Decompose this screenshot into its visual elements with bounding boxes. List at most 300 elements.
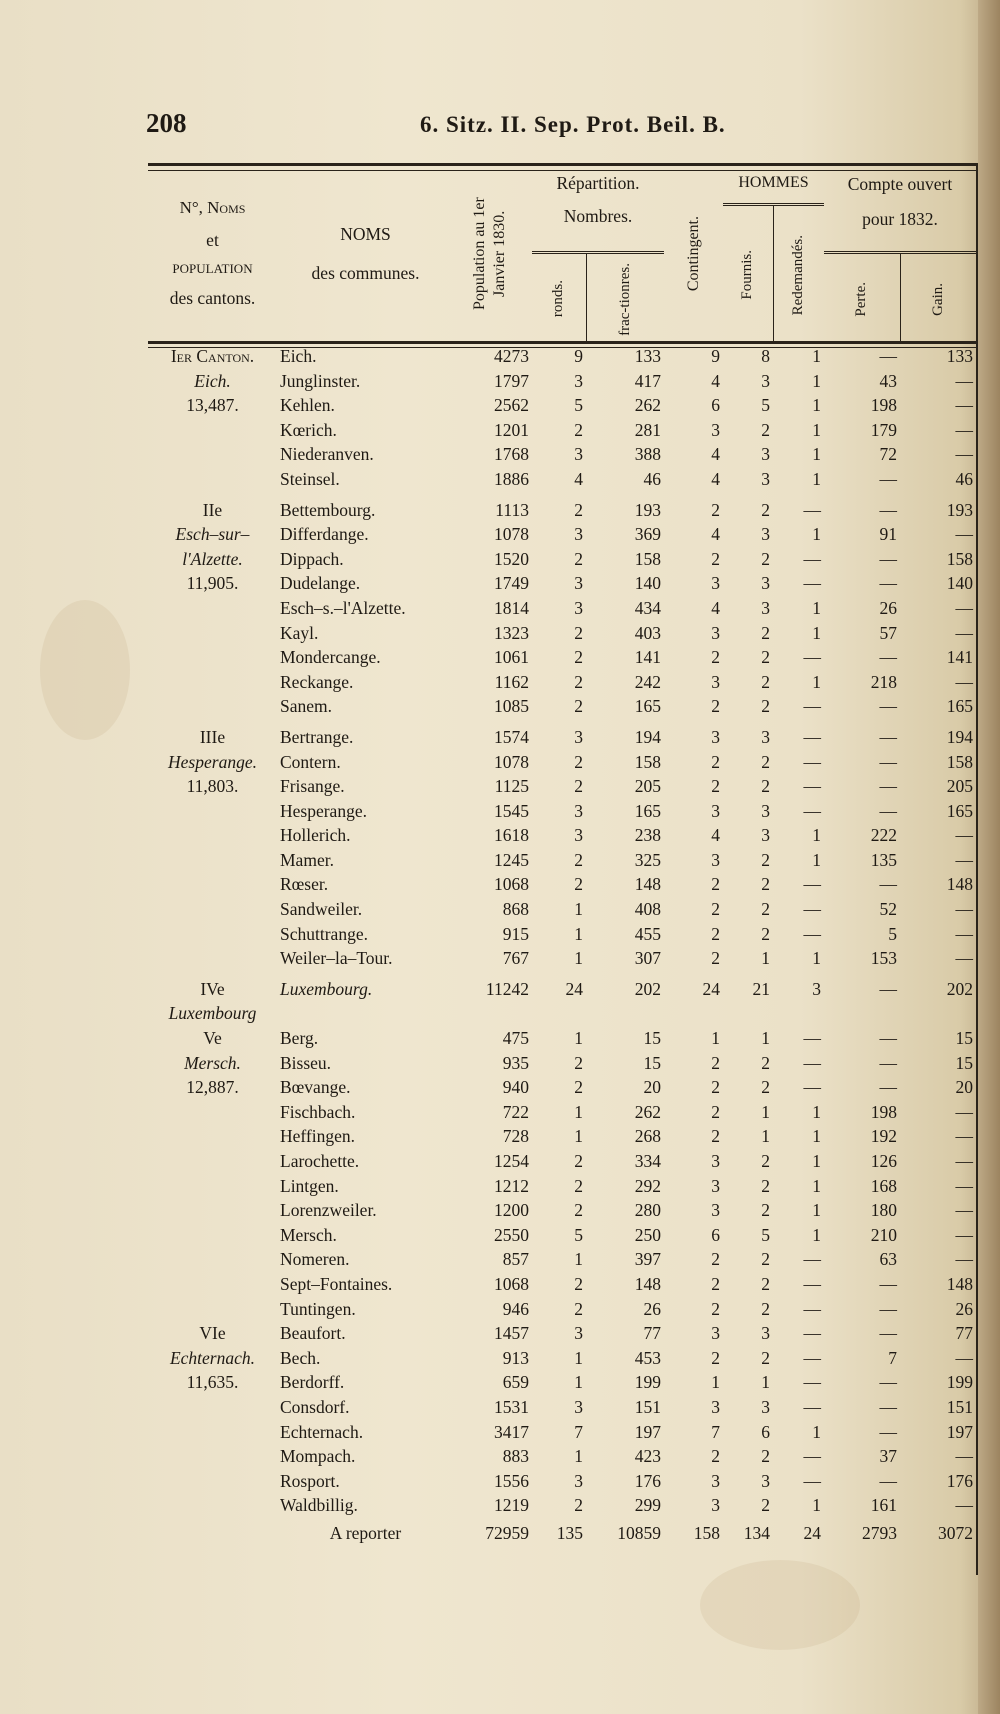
redemandes-cell: —: [803, 1249, 821, 1270]
redemandes-cell: 1: [812, 825, 821, 846]
fractions-cell: 262: [634, 1101, 661, 1122]
contingent-cell: 4: [711, 524, 720, 545]
gain-cell: 197: [946, 1421, 973, 1442]
ronds-cell: 3: [574, 444, 583, 465]
header-fractions: frac-tionres.: [616, 262, 633, 336]
canton-cell: [148, 1420, 277, 1445]
redemandes-cell: —: [803, 874, 821, 895]
perte-cell: —: [879, 1077, 897, 1098]
fractions-cell: 262: [634, 395, 661, 416]
fractions-cell: 202: [634, 978, 661, 999]
population-cell: 1219: [494, 1495, 529, 1516]
ronds-cell: 2: [574, 776, 583, 797]
commune-cell: Bettembourg.: [280, 499, 376, 520]
fractions-cell: 403: [634, 622, 661, 643]
canton-cell: IIe: [202, 499, 223, 520]
population-cell: 11242: [485, 978, 529, 999]
page-edge-shadow: [978, 0, 1000, 1714]
fournis-cell: 3: [761, 573, 770, 594]
gain-cell: —: [955, 923, 973, 944]
canton-cell: [148, 872, 277, 897]
ronds-cell: 2: [574, 849, 583, 870]
gain-cell: 20: [955, 1077, 973, 1098]
contingent-cell: 2: [711, 1101, 720, 1122]
fractions-cell: 26: [643, 1298, 661, 1319]
commune-cell: Reckange.: [280, 671, 354, 692]
canton-cell: Luxembourg: [168, 1003, 257, 1024]
fractions-cell: 46: [643, 468, 661, 489]
population-cell: 3417: [494, 1421, 529, 1442]
population-cell: 1520: [494, 548, 529, 569]
redemandes-cell: 1: [812, 622, 821, 643]
totals-label: A reporter: [329, 1522, 402, 1543]
redemandes-cell: —: [803, 923, 821, 944]
population-cell: 1323: [494, 622, 529, 643]
population-cell: 1886: [494, 468, 529, 489]
fournis-cell: 2: [761, 1052, 770, 1073]
population-cell: 1457: [494, 1323, 529, 1344]
commune-cell: Weiler–la–Tour.: [280, 948, 393, 969]
ronds-cell: 2: [574, 419, 583, 440]
table-row: [148, 694, 976, 719]
header-compte: Compte ouvert pour 1832. Perte. Gain.: [824, 163, 976, 344]
perte-cell: —: [879, 548, 897, 569]
fractions-cell: 151: [634, 1396, 661, 1417]
population-cell: 2550: [494, 1224, 529, 1245]
redemandes-cell: —: [803, 776, 821, 797]
population-cell: 946: [502, 1298, 529, 1319]
redemandes-cell: —: [803, 696, 821, 717]
population-cell: 883: [502, 1446, 529, 1467]
contingent-cell: 2: [711, 548, 720, 569]
population-cell: 1768: [494, 444, 529, 465]
redemandes-cell: 1: [812, 1421, 821, 1442]
fractions-cell: 388: [634, 444, 661, 465]
population-cell: 1254: [494, 1151, 529, 1171]
fournis-cell: 5: [761, 395, 770, 416]
table-row: [148, 1100, 976, 1125]
commune-cell: Sanem.: [280, 696, 333, 717]
perte-cell: 37: [879, 1446, 897, 1467]
table-row: [148, 897, 976, 922]
perte-cell: 7: [888, 1347, 897, 1368]
gain-cell: 193: [946, 499, 973, 520]
table-row: [148, 1469, 976, 1494]
contingent-cell: 2: [711, 499, 720, 520]
perte-cell: —: [879, 573, 897, 594]
fractions-cell: 77: [643, 1323, 661, 1344]
ronds-cell: 2: [574, 1298, 583, 1319]
fractions-cell: 299: [634, 1495, 661, 1516]
table-row: [148, 522, 976, 547]
table-row: [148, 1026, 976, 1051]
contingent-cell: 24: [702, 978, 720, 999]
contingent-cell: 2: [711, 923, 720, 944]
commune-cell: Heffingen.: [280, 1126, 355, 1147]
perte-cell: —: [879, 499, 897, 520]
fractions-cell: 15: [643, 1052, 661, 1073]
commune-cell: Mondercange.: [280, 647, 381, 668]
redemandes-cell: 1: [812, 346, 821, 366]
gain-cell: —: [955, 1101, 973, 1122]
canton-cell: [148, 467, 277, 492]
population-cell: 1556: [494, 1470, 529, 1491]
fractions-cell: 158: [634, 751, 661, 772]
ronds-cell: 3: [574, 1470, 583, 1491]
perte-cell: —: [879, 647, 897, 668]
redemandes-cell: —: [803, 751, 821, 772]
fournis-cell: 3: [761, 524, 770, 545]
population-cell: 1749: [494, 573, 529, 594]
perte-cell: 43: [879, 370, 897, 391]
population-cell: 1201: [494, 419, 529, 440]
contingent-cell: [664, 1001, 723, 1026]
recruitment-table: [148, 163, 976, 1548]
perte-cell: —: [879, 1372, 897, 1393]
canton-cell: [148, 1297, 277, 1322]
fournis-cell: [723, 1001, 773, 1026]
population-cell: 1068: [494, 1273, 529, 1294]
table-row: [148, 393, 976, 418]
gain-cell: 15: [955, 1028, 973, 1049]
contingent-cell: 3: [711, 1175, 720, 1196]
canton-cell: [148, 1124, 277, 1149]
perte-cell: —: [879, 776, 897, 797]
redemandes-cell: —: [803, 1077, 821, 1098]
perte-cell: 57: [879, 622, 897, 643]
population-cell: 1814: [494, 597, 529, 618]
ronds-cell: 2: [574, 1200, 583, 1221]
table-row: [148, 1174, 976, 1199]
ronds-cell: 5: [574, 1224, 583, 1245]
fractions-cell: 158: [634, 548, 661, 569]
fournis-cell: 2: [761, 499, 770, 520]
redemandes-cell: —: [803, 1273, 821, 1294]
header-perte: Perte.: [853, 281, 870, 317]
ronds-cell: 1: [574, 1372, 583, 1393]
fournis-cell: 2: [761, 548, 770, 569]
commune-cell: Consdorf.: [280, 1396, 350, 1417]
ronds-cell: 2: [574, 1175, 583, 1196]
canton-cell: Echternach.: [169, 1347, 256, 1368]
perte-cell: —: [879, 1298, 897, 1319]
population-cell: 1200: [494, 1200, 529, 1221]
table-row: [148, 1051, 976, 1076]
contingent-cell: 3: [711, 573, 720, 594]
canton-cell: [148, 1469, 277, 1494]
fournis-cell: 2: [761, 647, 770, 668]
redemandes-cell: 1: [812, 1101, 821, 1122]
ronds-cell: 1: [574, 1446, 583, 1467]
ronds-cell: 4: [574, 468, 583, 489]
fractions-cell: 165: [634, 696, 661, 717]
ronds-cell: 2: [574, 1495, 583, 1516]
gain-cell: 176: [946, 1470, 973, 1491]
ronds-cell: 3: [574, 825, 583, 846]
redemandes-cell: —: [803, 548, 821, 569]
header-fournis: Fournis.: [739, 250, 756, 300]
ronds-cell: 3: [574, 370, 583, 391]
table-body: [148, 344, 976, 1518]
fournis-cell: 2: [761, 1446, 770, 1467]
totals-population: 72959: [485, 1522, 529, 1543]
ronds-cell: 7: [574, 1421, 583, 1442]
commune-cell: Schuttrange.: [280, 923, 368, 944]
gain-cell: —: [955, 1151, 973, 1171]
gain-cell: 165: [946, 696, 973, 717]
canton-cell: [148, 1272, 277, 1297]
totals-ronds: 135: [556, 1522, 583, 1543]
contingent-cell: 3: [711, 726, 720, 747]
redemandes-cell: 1: [812, 395, 821, 416]
commune-cell: Bech.: [280, 1347, 321, 1368]
redemandes-cell: —: [803, 1323, 821, 1344]
contingent-cell: 2: [711, 647, 720, 668]
gain-cell: —: [955, 1126, 973, 1147]
gain-cell: —: [955, 395, 973, 416]
ronds-cell: 1: [574, 1101, 583, 1122]
perte-cell: 91: [879, 524, 897, 545]
fournis-cell: 2: [761, 1249, 770, 1270]
commune-cell: Berg.: [280, 1028, 319, 1049]
commune-cell: Esch–s.–l'Alzette.: [280, 597, 406, 618]
canton-cell: [148, 922, 277, 947]
ronds-cell: 2: [574, 647, 583, 668]
contingent-cell: 3: [711, 671, 720, 692]
commune-cell: Bisseu.: [280, 1052, 332, 1073]
perte-cell: —: [879, 1028, 897, 1049]
fractions-cell: 165: [634, 800, 661, 821]
fractions-cell: 397: [634, 1249, 661, 1270]
perte-cell: —: [879, 874, 897, 895]
fractions-cell: 307: [634, 948, 661, 969]
ronds-cell: 1: [574, 1249, 583, 1270]
fractions-cell: 148: [634, 874, 661, 895]
header-contingent: Contingent.: [684, 215, 702, 292]
gain-cell: —: [955, 1446, 973, 1467]
canton-cell: [148, 670, 277, 695]
population-cell: 1531: [494, 1396, 529, 1417]
fournis-cell: 3: [761, 597, 770, 618]
table-row: [148, 645, 976, 670]
redemandes-cell: 1: [812, 370, 821, 391]
table-row: [148, 1001, 976, 1026]
ronds-cell: 2: [574, 499, 583, 520]
fournis-cell: 3: [761, 1470, 770, 1491]
contingent-cell: 3: [711, 1323, 720, 1344]
fractions-cell: 417: [634, 370, 661, 391]
redemandes-cell: —: [803, 1298, 821, 1319]
canton-cell: [148, 1174, 277, 1199]
ronds-cell: 1: [574, 1028, 583, 1049]
ronds-cell: 2: [574, 671, 583, 692]
commune-cell: Tuntingen.: [280, 1298, 356, 1319]
table-row: [148, 971, 976, 1002]
redemandes-cell: —: [803, 1052, 821, 1073]
gain-cell: 199: [946, 1372, 973, 1393]
commune-cell: Larochette.: [280, 1151, 360, 1171]
commune-cell: Steinsel.: [280, 468, 340, 489]
commune-cell: Kayl.: [280, 622, 319, 643]
table-row: [148, 547, 976, 572]
table-row: [148, 1346, 976, 1371]
ronds-cell: 1: [574, 899, 583, 920]
canton-cell: Eich.: [194, 370, 231, 391]
redemandes-cell: 1: [812, 1126, 821, 1147]
fractions-cell: 238: [634, 825, 661, 846]
redemandes-cell: 1: [812, 444, 821, 465]
gain-cell: 148: [946, 1273, 973, 1294]
fournis-cell: 2: [761, 696, 770, 717]
population-cell: 913: [502, 1347, 529, 1368]
header-population: Population au 1er Janvier 1830.: [471, 197, 508, 310]
header-communes: NOMS des communes.: [311, 224, 420, 283]
gain-cell: —: [955, 948, 973, 969]
fournis-cell: 3: [761, 370, 770, 391]
contingent-cell: 9: [711, 346, 720, 366]
canton-cell: [148, 1247, 277, 1272]
contingent-cell: 3: [711, 1396, 720, 1417]
perte-cell: 168: [870, 1175, 897, 1196]
fournis-cell: 2: [761, 899, 770, 920]
table-row: [148, 1075, 976, 1100]
table-row: [148, 922, 976, 947]
gain-cell: —: [955, 671, 973, 692]
commune-cell: Berdorff.: [280, 1372, 345, 1393]
gain-cell: —: [955, 1495, 973, 1516]
commune-cell: Bertrange.: [280, 726, 354, 747]
table-row: [148, 1297, 976, 1322]
perte-cell: —: [879, 1470, 897, 1491]
commune-cell: Rosport.: [280, 1470, 340, 1491]
commune-cell: Junglinster.: [280, 370, 361, 391]
perte-cell: —: [879, 1323, 897, 1344]
fournis-cell: 2: [761, 1347, 770, 1368]
redemandes-cell: —: [803, 1372, 821, 1393]
gain-cell: —: [955, 444, 973, 465]
fractions-cell: 176: [634, 1470, 661, 1491]
fournis-cell: 3: [761, 468, 770, 489]
ronds-cell: 3: [574, 726, 583, 747]
ronds-cell: 3: [574, 573, 583, 594]
gain-cell: —: [955, 849, 973, 870]
fournis-cell: 3: [761, 1323, 770, 1344]
header-redemandes: Redemandés.: [790, 234, 807, 316]
population-cell: 1618: [494, 825, 529, 846]
population-cell: 1068: [494, 874, 529, 895]
fractions-cell: 199: [634, 1372, 661, 1393]
ronds-cell: 2: [574, 1077, 583, 1098]
commune-cell: Mamer.: [280, 849, 334, 870]
gain-cell: 194: [946, 726, 973, 747]
redemandes-cell: 1: [812, 468, 821, 489]
header-ronds: ronds.: [550, 280, 567, 318]
canton-cell: [148, 1149, 277, 1174]
ronds-cell: 2: [574, 1273, 583, 1294]
perte-cell: —: [879, 1421, 897, 1442]
redemandes-cell: 1: [812, 524, 821, 545]
contingent-cell: 3: [711, 419, 720, 440]
ronds-cell: 1: [574, 948, 583, 969]
fournis-cell: 1: [761, 1028, 770, 1049]
gain-cell: —: [955, 825, 973, 846]
contingent-cell: 2: [711, 899, 720, 920]
commune-cell: Dudelange.: [280, 573, 361, 594]
fournis-cell: 5: [761, 1224, 770, 1245]
perte-cell: 126: [870, 1151, 897, 1171]
canton-cell: 11,635.: [186, 1372, 239, 1393]
header-canton: N°, Noms et POPULATION des cantons.: [169, 197, 256, 308]
commune-cell: Frisange.: [280, 776, 345, 797]
totals-empty: [148, 1518, 277, 1548]
redemandes-cell: [773, 1001, 824, 1026]
redemandes-cell: 1: [812, 1224, 821, 1245]
gain-cell: 202: [946, 978, 973, 999]
commune-cell: Sept–Fontaines.: [280, 1273, 393, 1294]
perte-cell: 198: [870, 395, 897, 416]
gain-cell: —: [955, 1249, 973, 1270]
contingent-cell: 3: [711, 849, 720, 870]
fractions-cell: 268: [634, 1126, 661, 1147]
table-row: [148, 1223, 976, 1248]
fournis-cell: 3: [761, 825, 770, 846]
fractions-cell: 197: [634, 1421, 661, 1442]
ronds-cell: 2: [574, 1151, 583, 1171]
contingent-cell: 1: [711, 1372, 720, 1393]
fournis-cell: 2: [761, 671, 770, 692]
redemandes-cell: —: [803, 1028, 821, 1049]
perte-cell: —: [879, 1273, 897, 1294]
gain-cell: 205: [946, 776, 973, 797]
gain-cell: —: [955, 419, 973, 440]
perte-cell: 198: [870, 1101, 897, 1122]
redemandes-cell: 1: [812, 1200, 821, 1221]
paper-stain: [40, 600, 130, 740]
ronds-cell: 1: [574, 1126, 583, 1147]
table-row: [148, 418, 976, 443]
contingent-cell: 3: [711, 1495, 720, 1516]
contingent-cell: 7: [711, 1421, 720, 1442]
fractions-cell: 250: [634, 1224, 661, 1245]
fournis-cell: 2: [761, 419, 770, 440]
commune-cell: Rœser.: [280, 874, 329, 895]
contingent-cell: 3: [711, 1151, 720, 1171]
commune-cell: Hollerich.: [280, 825, 351, 846]
fournis-cell: 2: [761, 1298, 770, 1319]
table-header-row: [148, 163, 976, 344]
ronds-cell: 5: [574, 395, 583, 416]
gain-cell: —: [955, 1347, 973, 1368]
canton-cell: Ve: [203, 1028, 222, 1049]
fournis-cell: 2: [761, 751, 770, 772]
ronds-cell: [532, 1001, 586, 1026]
contingent-cell: 6: [711, 1224, 720, 1245]
canton-cell: 11,905.: [186, 573, 239, 594]
contingent-cell: 2: [711, 1446, 720, 1467]
redemandes-cell: —: [803, 800, 821, 821]
perte-cell: —: [879, 800, 897, 821]
canton-cell: 11,803.: [186, 776, 239, 797]
fournis-cell: 2: [761, 1175, 770, 1196]
canton-cell: [148, 897, 277, 922]
table-row: [148, 1321, 976, 1346]
table-row: [148, 946, 976, 971]
population-cell: 1212: [494, 1175, 529, 1196]
perte-cell: 161: [870, 1495, 897, 1516]
population-cell: 728: [502, 1126, 529, 1147]
header-bottom-rule: [148, 341, 976, 348]
fractions-cell: [586, 1001, 664, 1026]
